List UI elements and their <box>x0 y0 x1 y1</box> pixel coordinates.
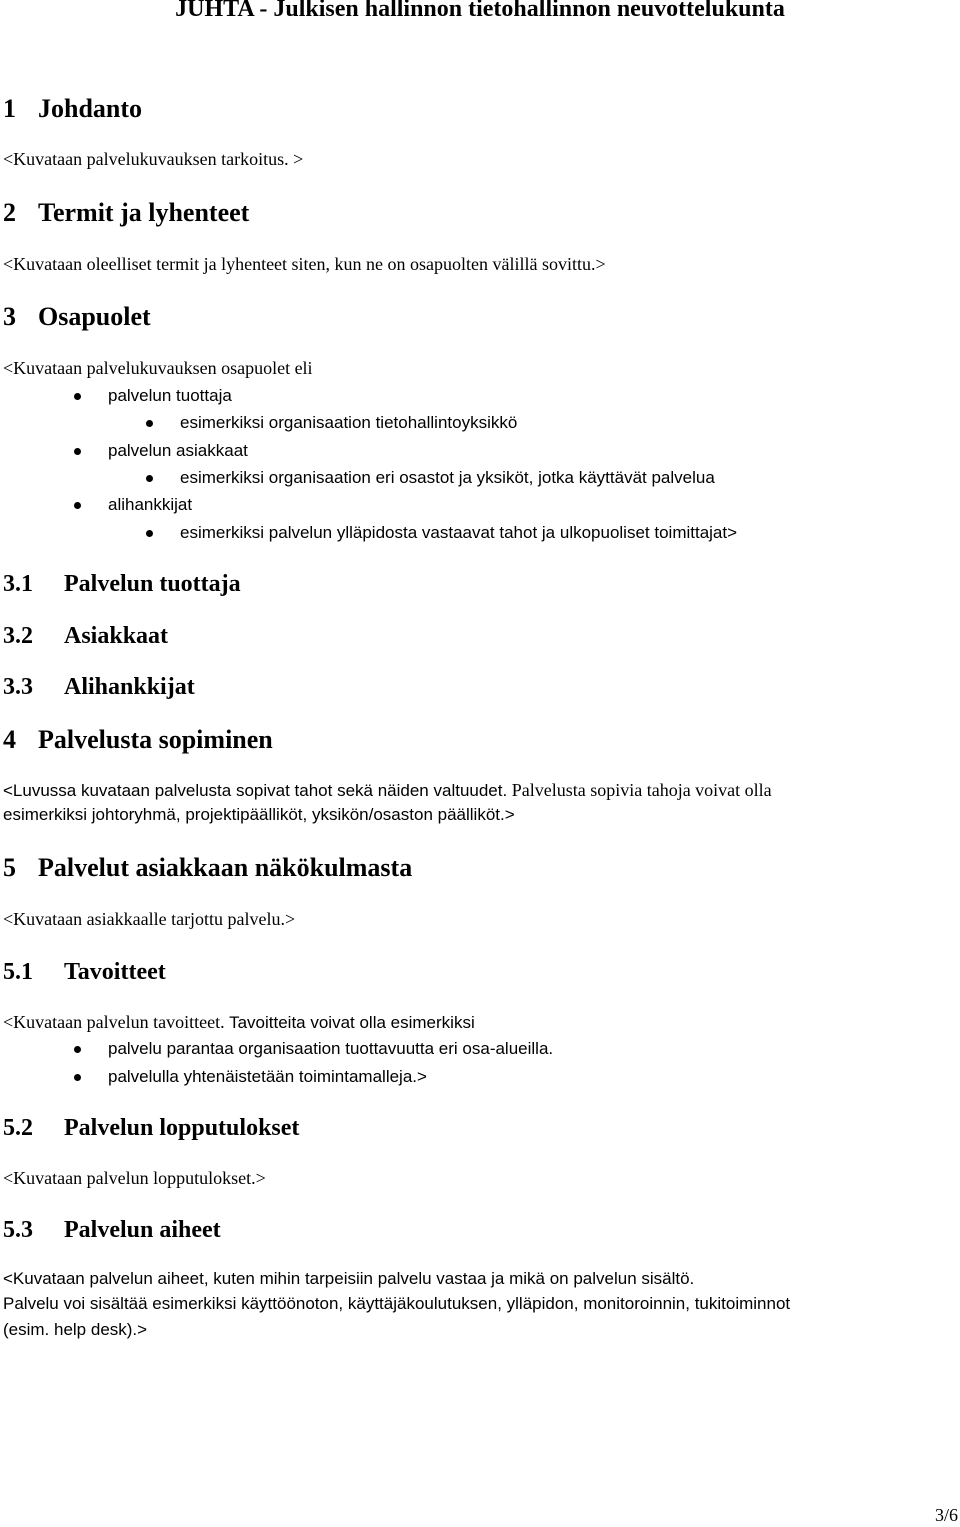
subsection-title: Asiakkaat <box>64 623 169 649</box>
section-heading-3 <box>3 302 151 332</box>
list-item: palvelulla yhtenäistetään toimintamalleja.> <box>108 1067 427 1086</box>
bullet-icon <box>74 1046 81 1053</box>
subsection-heading-3-3 <box>3 673 195 701</box>
subsection-heading-3-2 <box>3 622 168 650</box>
bullet-icon <box>74 502 81 509</box>
list-item: palvelun tuottaja <box>108 386 232 405</box>
subsection-number: 5.1 <box>3 959 33 985</box>
paragraph-line: Palvelu voi sisältää esimerkiksi käyttöönoton, käyttäjäkoulutuksen, ylläpidon, monitoroinnin, tukitoiminnot <box>3 1294 791 1313</box>
subsection-number: 5.2 <box>3 1115 33 1141</box>
paragraph-segment: Palvelusta sopivia tahoja voivat olla <box>511 780 772 800</box>
subsection-number: 3.2 <box>3 623 33 649</box>
bullet-icon <box>74 448 81 455</box>
subsection-title: Tavoitteet <box>64 959 166 985</box>
section-number: 1 <box>3 94 16 123</box>
subsection-number: 3.3 <box>3 674 33 700</box>
subsection-title: Palvelun lopputulokset <box>64 1115 300 1141</box>
subsection-number: 3.1 <box>3 571 33 597</box>
subsection-heading-5-2 <box>3 1114 299 1142</box>
bullet-icon <box>74 393 81 400</box>
subsection-title: Alihankkijat <box>64 674 195 700</box>
paragraph: <Kuvataan oleelliset termit ja lyhenteet siten, kun ne on osapuolten välillä sovittu.> <box>3 254 606 274</box>
section-heading-2 <box>3 198 249 228</box>
list-item: palvelu parantaa organisaation tuottavuutta eri osa-alueilla. <box>108 1039 554 1058</box>
page-number: 3/6 <box>934 1505 958 1525</box>
section-number: 3 <box>3 302 16 331</box>
list-item: alihankkijat <box>108 495 193 514</box>
section-title: Palvelusta sopiminen <box>38 725 273 754</box>
section-title: Palvelut asiakkaan näkökulmasta <box>38 853 413 882</box>
section-number: 2 <box>3 198 16 227</box>
subsection-heading-3-1 <box>3 570 241 598</box>
paragraph-segment: Tavoitteita voivat olla esimerkiksi <box>229 1013 475 1032</box>
bullet-icon <box>146 530 153 537</box>
paragraph: <Kuvataan palvelukuvauksen tarkoitus. > <box>3 149 304 169</box>
paragraph-segment: <Kuvataan palvelun tavoitteet. <box>3 1012 225 1032</box>
sub-list-item: esimerkiksi organisaation tietohallintoyksikkö <box>180 413 518 432</box>
sub-list-item: esimerkiksi organisaation eri osastot ja yksiköt, jotka käyttävät palvelua <box>180 468 715 487</box>
paragraph-line <box>3 778 772 803</box>
section-title: Termit ja lyhenteet <box>38 198 250 227</box>
paragraph-line: (esim. help desk).> <box>3 1320 148 1339</box>
bullet-icon <box>146 420 153 427</box>
list-item: palvelun asiakkaat <box>108 441 248 460</box>
section-number: 5 <box>3 853 16 882</box>
subsection-heading-5-3 <box>3 1216 221 1244</box>
subsection-number: 5.3 <box>3 1217 33 1243</box>
paragraph-line: <Kuvataan palvelun aiheet, kuten mihin tarpeisiin palvelu vastaa ja mikä on palvelun sisältö. <box>3 1269 695 1288</box>
paragraph-segment: <Luvussa kuvataan palvelusta sopivat tahot sekä näiden valtuudet. <box>3 781 508 800</box>
bullet-icon <box>146 475 153 482</box>
section-title: Osapuolet <box>38 302 151 331</box>
subsection-heading-5-1 <box>3 958 166 986</box>
document-header: JUHTA - Julkisen hallinnon tietohallinnon neuvottelukunta <box>175 0 785 22</box>
section-heading-5 <box>3 853 412 883</box>
section-heading-1 <box>3 94 142 124</box>
subsection-title: Palvelun aiheet <box>64 1217 221 1243</box>
paragraph: <Kuvataan palvelun lopputulokset.> <box>3 1168 266 1188</box>
section-number: 4 <box>3 725 16 754</box>
paragraph-line: esimerkiksi johtoryhmä, projektipäälliköt, yksikön/osaston päälliköt.> <box>3 805 515 824</box>
section-heading-4 <box>3 725 273 755</box>
subsection-title: Palvelun tuottaja <box>64 571 241 597</box>
bullet-icon <box>74 1074 81 1081</box>
paragraph: <Kuvataan palvelukuvauksen osapuolet eli <box>3 358 313 378</box>
section-title: Johdanto <box>38 94 143 123</box>
paragraph-line <box>3 1010 475 1035</box>
paragraph: <Kuvataan asiakkaalle tarjottu palvelu.> <box>3 909 296 929</box>
sub-list-item: esimerkiksi palvelun ylläpidosta vastaavat tahot ja ulkopuoliset toimittajat> <box>180 523 738 542</box>
